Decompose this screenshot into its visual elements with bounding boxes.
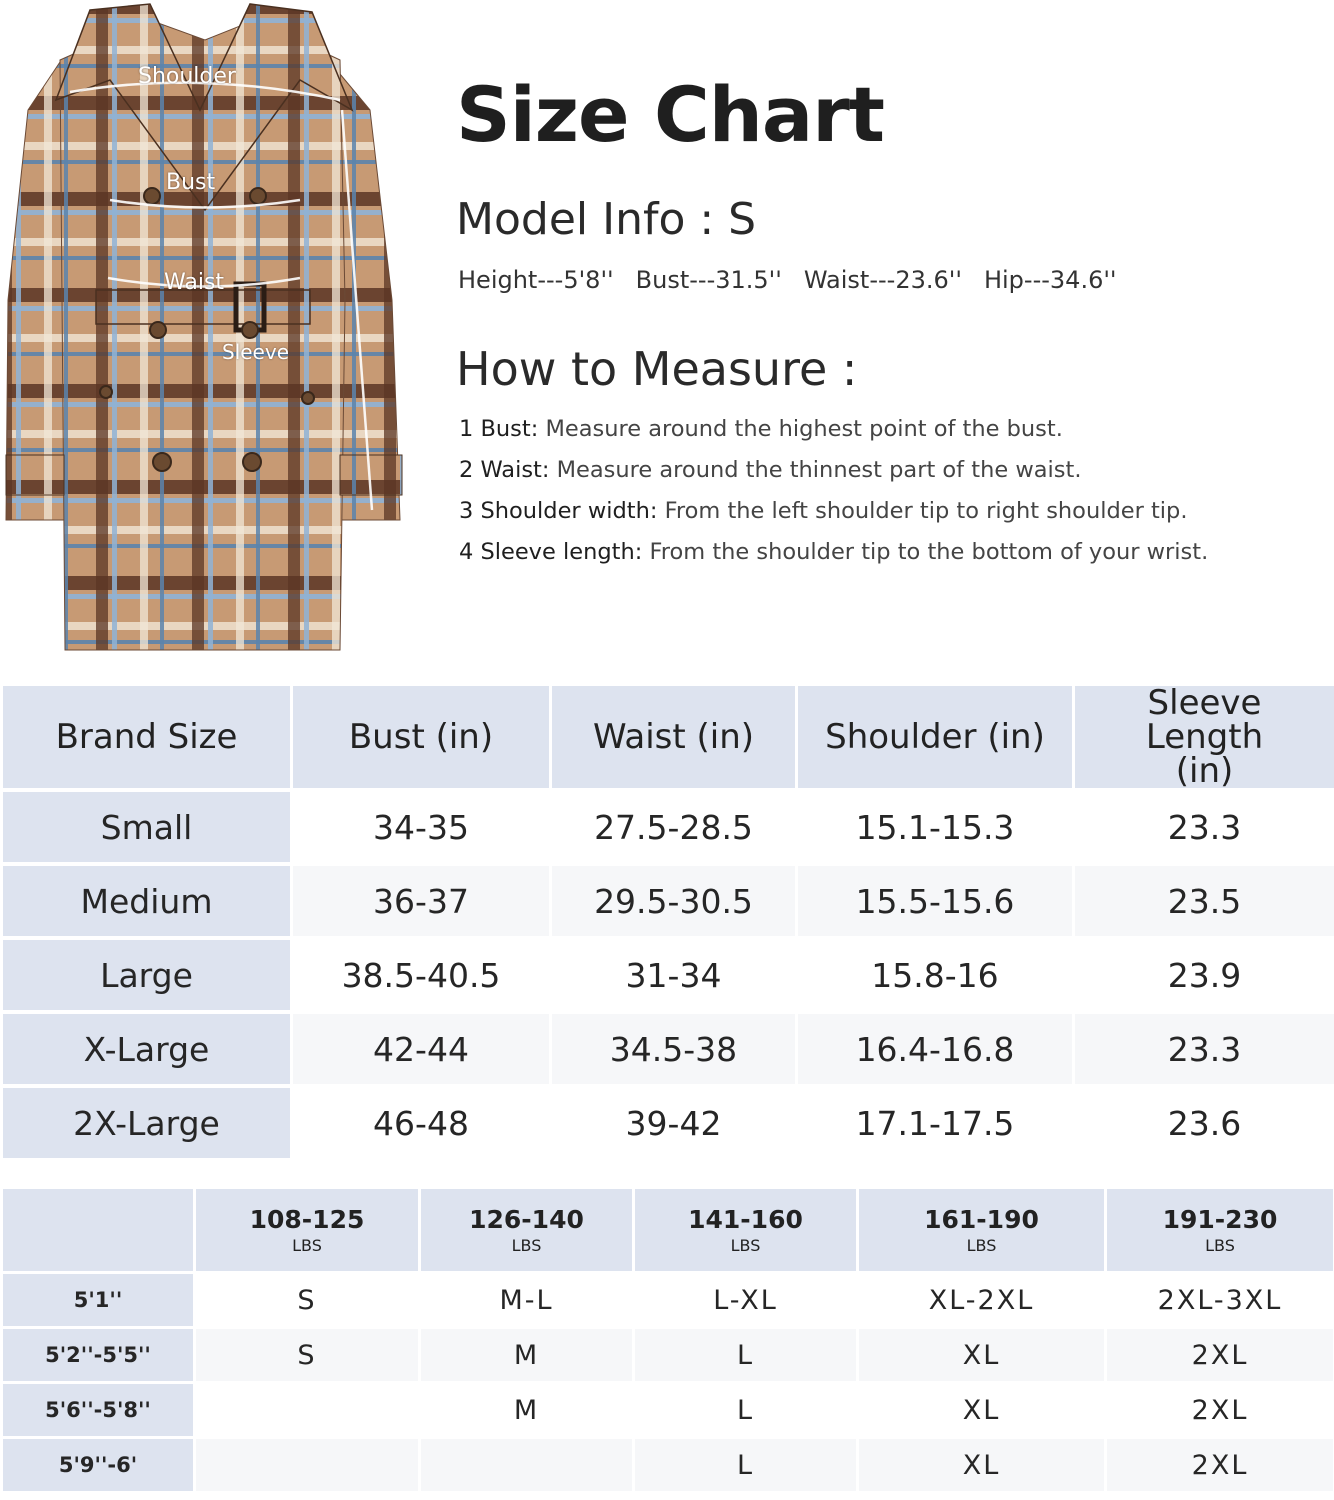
page-title: Size Chart	[456, 70, 885, 159]
waist-value: 39-42	[625, 1103, 722, 1143]
sleeve-value: 23.9	[1167, 955, 1242, 995]
step-term: 2 Waist:	[459, 457, 550, 483]
step-bust	[459, 416, 1329, 457]
step-text: From the left shoulder tip to right shoulder tip.	[657, 498, 1188, 524]
header-shoulder: Shoulder (in)	[798, 686, 1072, 788]
header-waist: Waist (in)	[552, 686, 795, 788]
model-height: Height---5'8''	[458, 266, 614, 294]
fit-size: XL	[859, 1439, 1104, 1491]
weight-header	[635, 1189, 856, 1271]
waist-value: 29.5-30.5	[552, 866, 795, 936]
weight-header	[859, 1189, 1104, 1271]
height-range: 5'1''	[3, 1274, 193, 1326]
weight-range: 141-160	[688, 1205, 803, 1234]
waist-value: 34.5-38	[552, 1014, 795, 1084]
sleeve-label: Sleeve	[222, 340, 290, 364]
corner-cell	[3, 1189, 193, 1271]
table-row	[3, 792, 1334, 862]
fit-size	[196, 1384, 418, 1436]
weight-range: 126-140	[469, 1205, 584, 1234]
fit-size: L	[635, 1329, 856, 1381]
weight-unit: LBS	[511, 1236, 542, 1255]
size-table-header	[3, 686, 1334, 788]
fit-size: L	[736, 1394, 755, 1426]
size-table	[0, 682, 1334, 1162]
waist-value: 27.5-28.5	[594, 807, 753, 847]
sleeve-value: 23.3	[1075, 1014, 1334, 1084]
fit-size: S	[196, 1329, 418, 1381]
size-name: Small	[3, 792, 290, 862]
table-row	[3, 1014, 1334, 1084]
table-row	[3, 866, 1334, 936]
table-row	[3, 1329, 1333, 1381]
waist-label: Waist	[164, 270, 225, 295]
fit-size: XL-2XL	[928, 1284, 1035, 1316]
sleeve-value: 23.3	[1167, 807, 1242, 847]
height-range: 5'6''-5'8''	[3, 1384, 193, 1436]
bust-value: 34-35	[373, 807, 469, 847]
size-name: Large	[3, 940, 290, 1010]
shoulder-label: Shoulder	[138, 64, 236, 89]
fit-size: L	[635, 1439, 856, 1491]
table-row	[3, 1088, 1334, 1158]
weight-unit: LBS	[730, 1236, 761, 1255]
weight-unit: LBS	[1205, 1236, 1235, 1255]
table-row	[3, 940, 1334, 1010]
bust-label: Bust	[166, 170, 216, 195]
sleeve-value: 23.5	[1075, 866, 1334, 936]
fit-size: M-L	[499, 1284, 554, 1316]
model-waist: Waist---23.6''	[803, 266, 962, 294]
fit-size	[196, 1439, 418, 1491]
step-term: 1 Bust:	[459, 416, 539, 442]
weight-range: 191-230	[1162, 1205, 1278, 1234]
how-to-measure-title: How to Measure :	[456, 342, 858, 396]
weight-range: 161-190	[924, 1205, 1039, 1234]
step-shoulder	[459, 498, 1329, 539]
bust-value: 46-48	[373, 1103, 469, 1143]
step-term: 3 Shoulder width:	[459, 498, 658, 524]
weight-range: 108-125	[249, 1205, 365, 1234]
size-name: 2X-Large	[3, 1088, 290, 1158]
weight-header	[1107, 1189, 1333, 1271]
waist-value: 31-34	[625, 955, 722, 995]
step-sleeve	[459, 539, 1329, 580]
measure-steps	[459, 416, 1329, 580]
header-bust: Bust (in)	[293, 686, 549, 788]
weight-header	[421, 1189, 632, 1271]
fit-size	[421, 1439, 632, 1491]
step-text: Measure around the thinnest part of the waist.	[549, 457, 1082, 483]
step-term: 4 Sleeve length:	[459, 539, 643, 565]
size-name: Medium	[3, 866, 290, 936]
fit-size: 2XL-3XL	[1157, 1284, 1283, 1316]
fit-size: 2XL	[1191, 1394, 1249, 1426]
step-text: From the shoulder tip to the bottom of your wrist.	[642, 539, 1209, 565]
bust-value: 38.5-40.5	[341, 955, 501, 995]
table-row	[3, 1274, 1333, 1326]
shoulder-value: 17.1-17.5	[855, 1103, 1015, 1143]
fit-size: 2XL	[1107, 1329, 1333, 1381]
fit-size: M	[513, 1394, 540, 1426]
header-sleeve-length: Sleeve Length (in)	[1075, 686, 1334, 788]
sleeve-value: 23.6	[1167, 1103, 1242, 1143]
step-waist	[459, 457, 1329, 498]
coat-image	[0, 0, 410, 660]
fit-size: L-XL	[713, 1284, 778, 1316]
bust-value: 36-37	[293, 866, 549, 936]
fit-size: XL	[962, 1394, 1001, 1426]
size-name: X-Large	[3, 1014, 290, 1084]
model-info: Model Info : S	[456, 194, 757, 245]
shoulder-value: 15.1-15.3	[855, 807, 1015, 847]
fit-size: S	[297, 1284, 317, 1316]
shoulder-value: 16.4-16.8	[798, 1014, 1072, 1084]
height-range: 5'9''-6'	[3, 1439, 193, 1491]
fit-table-header	[3, 1189, 1333, 1271]
shoulder-value: 15.8-16	[871, 955, 999, 995]
model-hip: Hip---34.6''	[983, 266, 1117, 294]
weight-header	[196, 1189, 418, 1271]
shoulder-value: 15.5-15.6	[798, 866, 1072, 936]
bust-value: 42-44	[293, 1014, 549, 1084]
step-text: Measure around the highest point of the bust.	[538, 416, 1063, 442]
model-stats	[458, 266, 1139, 294]
weight-unit: LBS	[966, 1236, 997, 1255]
weight-unit: LBS	[292, 1236, 322, 1255]
height-range: 5'2''-5'5''	[3, 1329, 193, 1381]
fit-table	[0, 1186, 1334, 1494]
fit-size: M	[421, 1329, 632, 1381]
table-row	[3, 1384, 1333, 1436]
fit-size: 2XL	[1107, 1439, 1333, 1491]
table-row	[3, 1439, 1333, 1491]
header-brand-size: Brand Size	[3, 686, 290, 788]
plaid-coat-illustration	[0, 0, 410, 660]
fit-size: XL	[859, 1329, 1104, 1381]
model-bust: Bust---31.5''	[635, 266, 782, 294]
